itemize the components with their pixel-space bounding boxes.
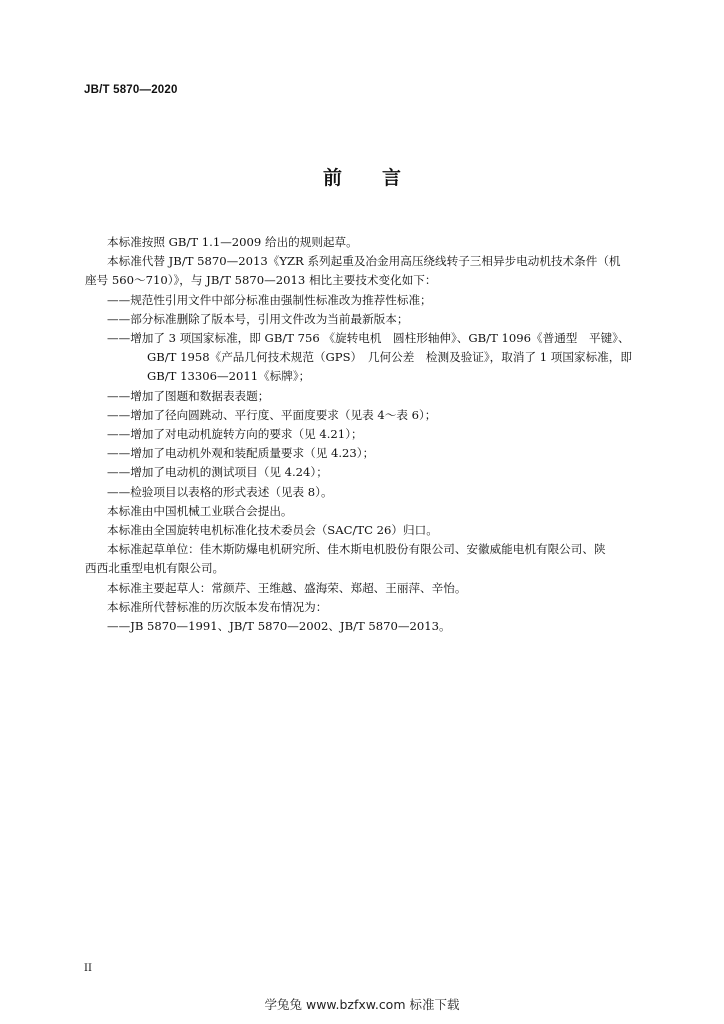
paragraph-main-drafters: 本标准主要起草人：常颜芹、王维越、盛海荣、郑超、王丽萍、辛怡。 bbox=[107, 580, 467, 595]
paragraph-drafting-units-line1: 本标准起草单位：佳木斯防爆电机研究所、佳木斯电机股份有限公司、安徽威能电机有限公司、陕 bbox=[107, 542, 606, 557]
change-item: ——检验项目以表格的形式表述（见表 8）。 bbox=[107, 484, 333, 499]
change-item: ——增加了对电动机旋转方向的要求（见 4.21）； bbox=[107, 427, 363, 442]
change-item: ——部分标准删除了版本号，引用文件改为当前最新版本； bbox=[107, 311, 409, 326]
paragraph-drafting-rules: 本标准按照 GB/T 1.1—2009 给出的规则起草。 bbox=[107, 235, 358, 249]
title-char-1: 前 bbox=[322, 167, 342, 189]
change-item: ——增加了径向圆跳动、平行度、平面度要求（见表 4～表 6）； bbox=[107, 407, 437, 422]
paragraph-replaces-line2: 座号 560～710）》，与 JB/T 5870—2013 相比主要技术变化如下： bbox=[85, 273, 437, 288]
site-watermark: 学兔兔 www.bzfxw.com 标准下载 bbox=[264, 997, 460, 1012]
history-item: ——JB 5870—1991、JB/T 5870—2002、JB/T 5870—2013。 bbox=[107, 619, 451, 634]
change-item: ——增加了 3 项国家标准，即 GB/T 756 《旋转电机 圆柱形轴伸》、GB/T 1096《普通型 平键》、 bbox=[107, 331, 630, 346]
paragraph-drafting-units-line2: 西西北重型电机有限公司。 bbox=[85, 561, 225, 576]
document-code: JB/T 5870—2020 bbox=[84, 84, 178, 96]
paragraph-replaces-line1: 本标准代替 JB/T 5870—2013《YZR 系列起重及冶金用高压绕线转子三相异步电动机技术条件（机 bbox=[107, 254, 621, 269]
paragraph-history: 本标准所代替标准的历次版本发布情况为： bbox=[107, 599, 328, 614]
change-item-continuation: GB/T 13306—2011《标牌》； bbox=[147, 369, 311, 384]
paragraph-centralized-by: 本标准由全国旋转电机标准化技术委员会（SAC/TC 26）归口。 bbox=[107, 523, 438, 538]
change-item-continuation: GB/T 1958《产品几何技术规范（GPS） 几何公差 检测及验证》，取消了 1 项国家标准，即 bbox=[147, 350, 632, 365]
page-number: II bbox=[84, 963, 92, 974]
change-item: ——增加了图题和数据表表题； bbox=[107, 388, 270, 403]
foreword-body bbox=[85, 233, 652, 636]
title-char-2: 言 bbox=[382, 167, 402, 189]
change-item: ——增加了电动机外观和装配质量要求（见 4.23）； bbox=[107, 446, 375, 461]
page-title bbox=[0, 163, 724, 190]
change-item: ——增加了电动机的测试项目（见 4.24）； bbox=[107, 465, 328, 480]
paragraph-proposed-by: 本标准由中国机械工业联合会提出。 bbox=[107, 503, 293, 518]
change-item: ——规范性引用文件中部分标准由强制性标准改为推荐性标准； bbox=[107, 292, 432, 307]
